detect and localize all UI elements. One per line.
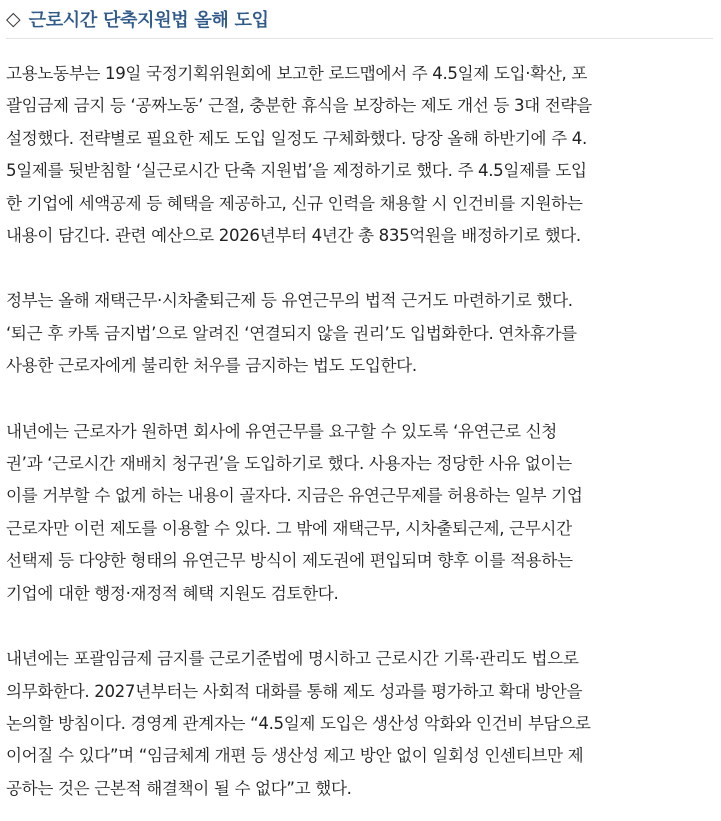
text-line: 기업에 대한 행정·재정적 혜택 지원도 검토한다. [6,583,339,603]
text-line: 논의할 방침이다. 경영계 관계자는 “4.5일제 도입은 생산성 악화와 인건비 부담으로 [6,713,591,733]
paragraph-3 [6,416,713,610]
article-body [6,39,713,805]
diamond-icon: ◇ [6,7,21,30]
text-line: 내용이 담긴다. 관련 예산으로 2026년부터 4년간 총 835억원을 배정하기로 했다. [6,226,581,246]
paragraph-1 [6,58,713,252]
text-line: 선택제 등 다양한 형태의 유연근무 방식이 제도권에 편입되며 향후 이를 적용하는 [6,551,573,571]
section-heading [6,0,713,39]
paragraph-4 [6,643,713,805]
text-line: 정부는 올해 재택근무·시차출퇴근제 등 유연근무의 법적 근거도 마련하기로 했다. [6,291,573,311]
text-line: 5일제를 뒷받침할 ‘실근로시간 단축 지원법’을 제정하기로 했다. 주 4.5일제를 도입 [6,161,587,181]
text-line: 괄임금제 금지 등 ‘공짜노동’ 근절, 충분한 휴식을 보장하는 제도 개선 등 3대 전략을 [6,96,592,116]
text-line: 근로자만 이런 제도를 이용할 수 있다. 그 밖에 재택근무, 시차출퇴근제, 근무시간 [6,518,572,538]
text-line: 내년에는 포괄임금제 금지를 근로기준법에 명시하고 근로시간 기록·관리도 법으로 [6,649,579,669]
text-line: 사용한 근로자에게 불리한 처우를 금지하는 법도 도입한다. [6,356,417,376]
text-line: 내년에는 근로자가 원하면 회사에 유연근무를 요구할 수 있도록 ‘유연근로 신청 [6,421,557,441]
text-line: 공하는 것은 근본적 해결책이 될 수 없다”고 했다. [6,778,352,798]
text-line: 이를 거부할 수 없게 하는 내용이 골자다. 지금은 유연근무제를 허용하는 일부 기업 [6,486,583,506]
text-line: 의무화한다. 2027년부터는 사회적 대화를 통해 제도 성과를 평가하고 확대 방안을 [6,681,583,701]
text-line: ‘퇴근 후 카톡 금지법’으로 알려진 ‘연결되지 않을 권리’도 입법화한다. 연차휴가를 [6,323,577,343]
text-line: 설정했다. 전략별로 필요한 제도 도입 일정도 구체화했다. 당장 올해 하반기에 주 4. [6,128,587,148]
text-line: 권’과 ‘근로시간 재배치 청구권’을 도입하기로 했다. 사용자는 정당한 사유 없이는 [6,454,572,474]
paragraph-2 [6,285,713,382]
text-line: 이어질 수 있다”며 “임금체계 개편 등 생산성 제고 방안 없이 일회성 인센티브만 제 [6,746,584,766]
text-line: 고용노동부는 19일 국정기획위원회에 보고한 로드맵에서 주 4.5일제 도입·확산, 포 [6,64,588,83]
text-line: 한 기업에 세액공제 등 혜택을 제공하고, 신규 인력을 채용할 시 인건비를 지원하는 [6,193,583,213]
section-title: 근로시간 단축지원법 올해 도입 [28,10,269,31]
